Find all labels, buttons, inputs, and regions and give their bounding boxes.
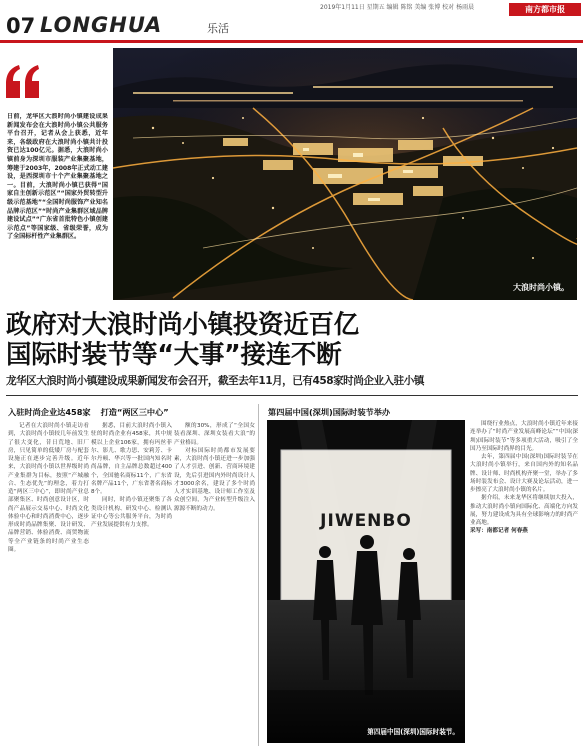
- section-subtitle: 乐活: [207, 22, 229, 35]
- left-article-heading: [8, 408, 169, 416]
- edition-meta: 2019年1月11日 星期五 编辑 陈铭 美编 张博 校对 杨雨晨: [320, 4, 475, 11]
- left-article-column-3: 额的30%，形成了“全国女装看深圳、深圳女装看大浪”的产业格局。 对标国际时尚都市发展要素，大浪时尚小镇还进一步加强了人才引进、创新、营商环境建设，先后引进国内外时尚设计人才3000余名，建设了多个时尚人才实训基地、设计师工作室及众创空间，为产业转型升级注入源源不断的动力。: [174, 423, 255, 512]
- headline-line-2: 国际时装节等“大事”接连不断: [6, 340, 342, 370]
- left-article-column-1: 记者在大浪时尚小镇走访看到，大浪时尚小镇较几年前发生了很大变化，昔日荒地、旧厂房，只见简单的低矮厂房与配套设施正在逐步完善升级。近年来，大浪时尚小镇以世界级时尚产业集群为目标，按照“产城融合、生态优先”的理念，着力打造“两区三中心”，即时尚产业总部聚集区、时尚创意设计区，时尚产品展示交易中心、时尚文化体验中心和时尚消费中心，逐步形成时尚品牌集聚、设计研发、品牌营销、体验消费、商贸物流等全产业链条的时尚产业生态圈。: [8, 423, 89, 553]
- newspaper-logo: 南方都市报: [509, 3, 581, 16]
- right-article-column: 围绕行业热点，大浪时尚小镇近年来接连举办了“时尚产业发展高峰论坛”“中国(深圳)国际时装节”等多项重大活动，吸引了全国乃至国际时尚界的目光。 去年，第四届中国(深圳)国际时装节在大浪时尚小镇举行，来自国内外的知名品牌、设计师、时尚机构齐聚一堂，举办了多场时装发布会、设计大赛及论坛活动，进一步擦亮了大浪时尚小镇的名片。 据介绍，未来龙华区将继续加大投入，推动大浪时尚小镇向国际化、高端化方向发展，努力建设成为具有全球影响力的时尚产业高地。 采写：南都记者 何春燕: [470, 421, 578, 535]
- quote-mark-icon: [4, 64, 42, 100]
- fashion-photo-caption: 第四届中国(深圳)国际时装节。: [367, 728, 459, 737]
- headline-line-1: 政府对大浪时尚小镇投资近百亿: [6, 310, 359, 340]
- page-number: 07: [6, 14, 36, 38]
- fashion-show-photo: [267, 420, 465, 743]
- left-article-column-2: 据悉，目前大浪时尚小镇入驻的时尚企业有458家，其中规模以上企业106家，拥有玛丝菲尔、影儿、歌力思、安莉芳、卡尔丹顿、华兴等一批国内知名时尚品牌，自主品牌总数超过400个，全国驰名商标11个，广东省名牌产品11个，广东省著名商标8个。 同时，时尚小镇还聚集了各类设计机构、研发中心、检测认证中心等公共服务平台，为时尚产业发展提供有力支撑。: [91, 423, 172, 528]
- aerial-night-photo: [113, 48, 577, 300]
- left-heading-part-1: 入驻时尚企业达458家: [8, 407, 91, 417]
- runway-illustration: [267, 420, 465, 743]
- main-headline: [6, 310, 578, 370]
- section-name: LONGHUA: [40, 13, 163, 37]
- lead-paragraph: 日前，龙华区大浪时尚小镇建设成果新闻发布会在大浪时尚小镇公共服务平台召开，记者从会上获悉，近年来，各级政府在大浪时尚小镇共计投资已达100亿元。据悉，大浪时尚小镇前身为深圳市服装产业集聚基地，筹建于2003年，2008年正式动工建设，是西深圳市十个产业集聚基地之一。目前，大浪时尚小镇已获得“国家自主创新示范区”“国家外贸转型升级示范基地”“全国时尚服饰产业知名品牌示范区”“时尚产业集群区域品牌建设试点”“广东省首批特色小镇创建示范点”等国家级、省级荣誉，成为了全国标杆性产业集群区。: [7, 113, 108, 241]
- masthead: [0, 0, 583, 44]
- section-divider: [6, 395, 578, 396]
- left-heading-part-2: 打造“两区三中心”: [100, 407, 169, 417]
- subheadline: 龙华区大浪时尚小镇建设成果新闻发布会召开，截至去年11月，已有458家时尚企业入驻小镇: [6, 375, 424, 387]
- column-divider: [258, 404, 259, 746]
- brand-backdrop-text: JIWENBO: [320, 511, 412, 531]
- aerial-photo-illustration: [113, 48, 577, 300]
- article-byline: 采写：南都记者 何春燕: [470, 528, 528, 535]
- aerial-photo-caption: 大浪时尚小镇。: [513, 283, 569, 292]
- masthead-rule: [0, 40, 583, 43]
- right-article-heading: 第四届中国(深圳)国际时装节举办: [268, 407, 391, 417]
